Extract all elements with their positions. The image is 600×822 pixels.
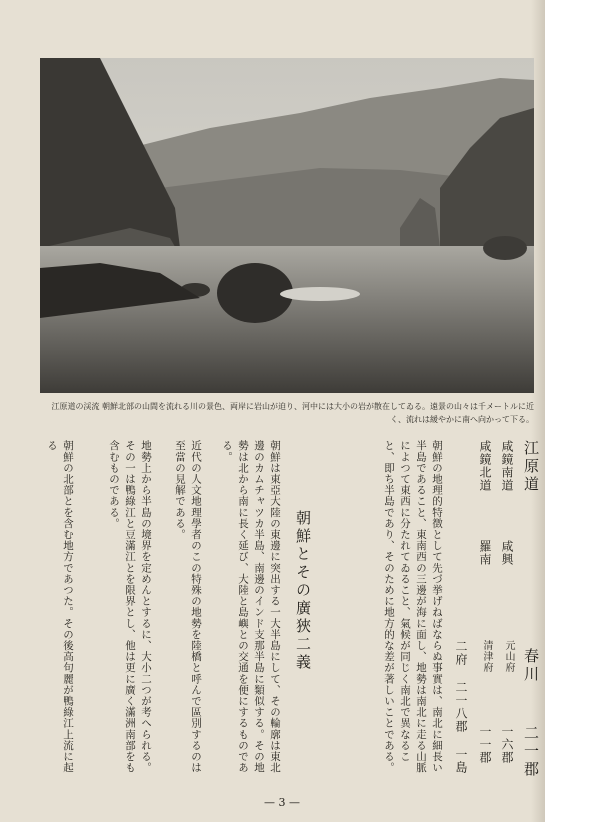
province-count-hamnam: 一六郡 <box>500 725 514 764</box>
page-number: — 3 — <box>264 796 300 809</box>
section-paragraph-2: 近代の人文地理學者のこの特殊の地勢を陸橋と呼んで區別するのは至當の見解である。 <box>174 440 202 773</box>
province-seat-hambuk: 羅南 <box>478 540 492 566</box>
province-seat-note-hamnam: 元山府 <box>503 640 514 673</box>
river-landscape-photo <box>40 58 534 393</box>
province-name-hamnam: 咸鏡南道 <box>500 440 514 492</box>
province-name-gangwon: 江原道 <box>522 440 540 494</box>
photo-caption: 江原道の渓流 朝鮮北部の山間を流れる川の景色、両岸に岩山が迫り、河中には大小の岩が散在してゐる。遠景の山々は千メートルに近く、流れは緩やかに南へ向かって下る。 <box>51 402 534 424</box>
province-seat-hamnam: 咸興 <box>500 540 514 566</box>
province-count-gangwon: 二一郡 <box>522 725 540 779</box>
river-landscape-illustration <box>40 58 534 393</box>
province-count-hambuk: 一一郡 <box>478 725 492 764</box>
province-total: 二府 二一八郡 一島 <box>454 640 468 774</box>
province-name-hambuk: 咸鏡北道 <box>478 440 492 492</box>
section-paragraph-3: 地勢上から半島の境界を定めんとするに、大小二つが考へられる。その一は鴨綠江と豆滿江とを限界とし、他は更に廣く滿洲南部をも含むものである。 <box>108 440 152 773</box>
intro-paragraph: 朝鮮の地理的特徴として先づ挙げねばならぬ事實は、南北に細長い半島であること、東南西の三邊が海に面し、地勢は南北に走る山脈によつて東西に分たれてゐること、氣候が同じく南北で異なること、即ち半島であり、そのために地方的な差が著しいことである。 <box>383 440 443 773</box>
section-paragraph-4: 朝鮮の北部とを含む地方であつた。その後高句麗が鴨綠江上流に起る <box>46 440 74 773</box>
province-seat-note-hambuk: 清津府 <box>481 640 492 673</box>
section-paragraph-1: 朝鮮は東亞大陸の東邊に突出する一大半島にして、その輪廓は東北邊のカムチャツカ半島、南邊のインド支那半島に類似する。その地勢は北から南に長く延び、大陸と島嶼との交通を便にするものである。 <box>221 440 281 773</box>
province-seat-gangwon: 春川 <box>522 648 540 684</box>
section-title: 朝鮮とその廣狹二義 <box>294 510 312 672</box>
